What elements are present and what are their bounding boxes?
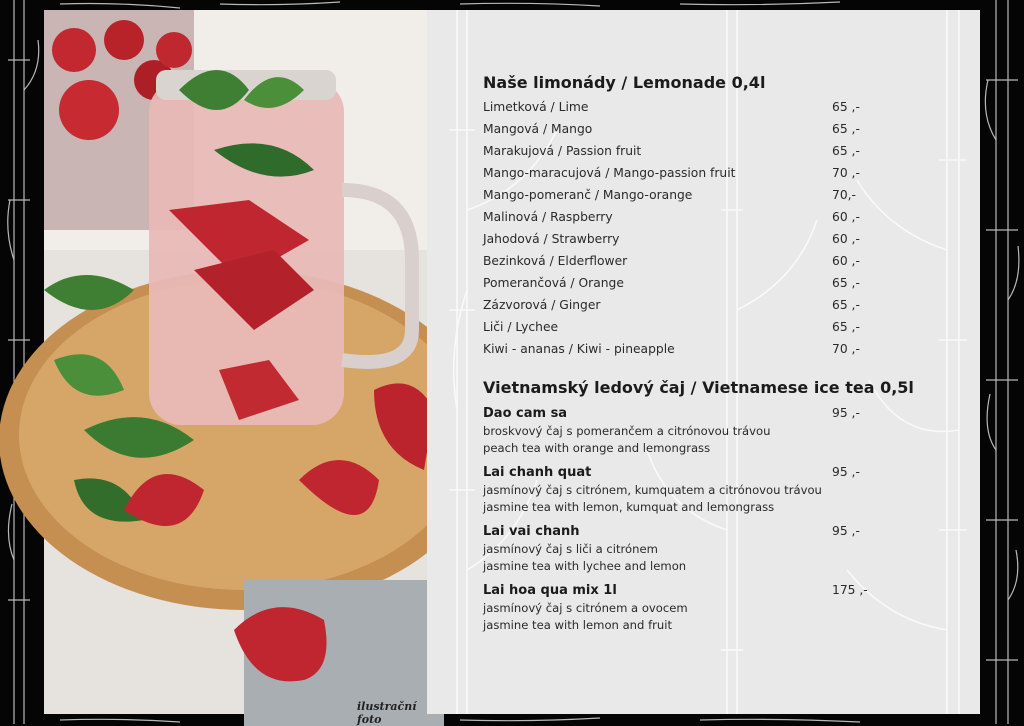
item-name: Zázvorová / Ginger xyxy=(483,298,601,312)
item-name: Mangová / Mango xyxy=(483,122,593,136)
menu-item xyxy=(483,184,863,206)
menu-item xyxy=(483,338,863,360)
menu-item xyxy=(483,294,863,316)
tea-name: Lai vai chanh xyxy=(483,524,580,539)
lemonade-section-title: Naše limonády / Lemonade 0,4l xyxy=(483,73,766,92)
item-price: 60 ,- xyxy=(832,210,860,224)
menu-item xyxy=(483,250,863,272)
menu-item xyxy=(483,228,863,250)
item-name: Mango-maracujová / Mango-passion fruit xyxy=(483,166,736,180)
menu-panel xyxy=(427,10,980,714)
tea-description-cz: jasmínový čaj s citrónem a ovocem xyxy=(483,601,688,615)
tea-price: 175 ,- xyxy=(832,583,868,597)
tea-name: Lai chanh quat xyxy=(483,465,592,480)
item-price: 65 ,- xyxy=(832,122,860,136)
item-name: Mango-pomeranč / Mango-orange xyxy=(483,188,693,202)
item-price: 70,- xyxy=(832,188,856,202)
lemonade-list xyxy=(483,96,863,360)
menu-item xyxy=(483,206,863,228)
tea-price: 95 ,- xyxy=(832,524,860,538)
menu-item xyxy=(483,140,863,162)
tea-price: 95 ,- xyxy=(832,406,860,420)
tea-description-cz: broskvový čaj s pomerančem a citrónovou trávou xyxy=(483,424,771,438)
item-price: 70 ,- xyxy=(832,342,860,356)
photo-caption: ilustrační foto xyxy=(357,700,417,726)
item-name: Jahodová / Strawberry xyxy=(483,232,620,246)
photo-illustration xyxy=(44,10,427,714)
lemonade-photo xyxy=(44,10,427,726)
item-price: 60 ,- xyxy=(832,232,860,246)
item-name: Liči / Lychee xyxy=(483,320,559,334)
tea-description-cz: jasmínový čaj s citrónem, kumquatem a citrónovou trávou xyxy=(483,483,822,497)
item-price: 65 ,- xyxy=(832,276,860,290)
item-name: Kiwi - ananas / Kiwi - pineapple xyxy=(483,342,675,356)
menu-item xyxy=(483,96,863,118)
tea-description-en: jasmine tea with lychee and lemon xyxy=(483,559,687,573)
tea-description-en: jasmine tea with lemon, kumquat and lemongrass xyxy=(483,500,775,514)
tea-description-en: peach tea with orange and lemongrass xyxy=(483,441,711,455)
item-price: 65 ,- xyxy=(832,298,860,312)
tea-price: 95 ,- xyxy=(832,465,860,479)
item-name: Pomerančová / Orange xyxy=(483,276,624,290)
item-name: Marakujová / Passion fruit xyxy=(483,144,642,158)
tea-name: Dao cam sa xyxy=(483,406,568,421)
menu-item xyxy=(483,272,863,294)
menu-item xyxy=(483,118,863,140)
item-name: Malinová / Raspberry xyxy=(483,210,613,224)
tea-description-en: jasmine tea with lemon and fruit xyxy=(483,618,673,632)
item-name: Bezinková / Elderflower xyxy=(483,254,628,268)
tea-name: Lai hoa qua mix 1l xyxy=(483,583,617,598)
item-price: 65 ,- xyxy=(832,100,860,114)
item-price: 60 ,- xyxy=(832,254,860,268)
item-price: 70 ,- xyxy=(832,166,860,180)
menu-item xyxy=(483,316,863,338)
tea-section-title: Vietnamský ledový čaj / Vietnamese ice tea 0,5l xyxy=(483,378,914,397)
menu-item xyxy=(483,162,863,184)
tea-description-cz: jasmínový čaj s liči a citrónem xyxy=(483,542,658,556)
item-price: 65 ,- xyxy=(832,320,860,334)
item-price: 65 ,- xyxy=(832,144,860,158)
item-name: Limetková / Lime xyxy=(483,100,589,114)
